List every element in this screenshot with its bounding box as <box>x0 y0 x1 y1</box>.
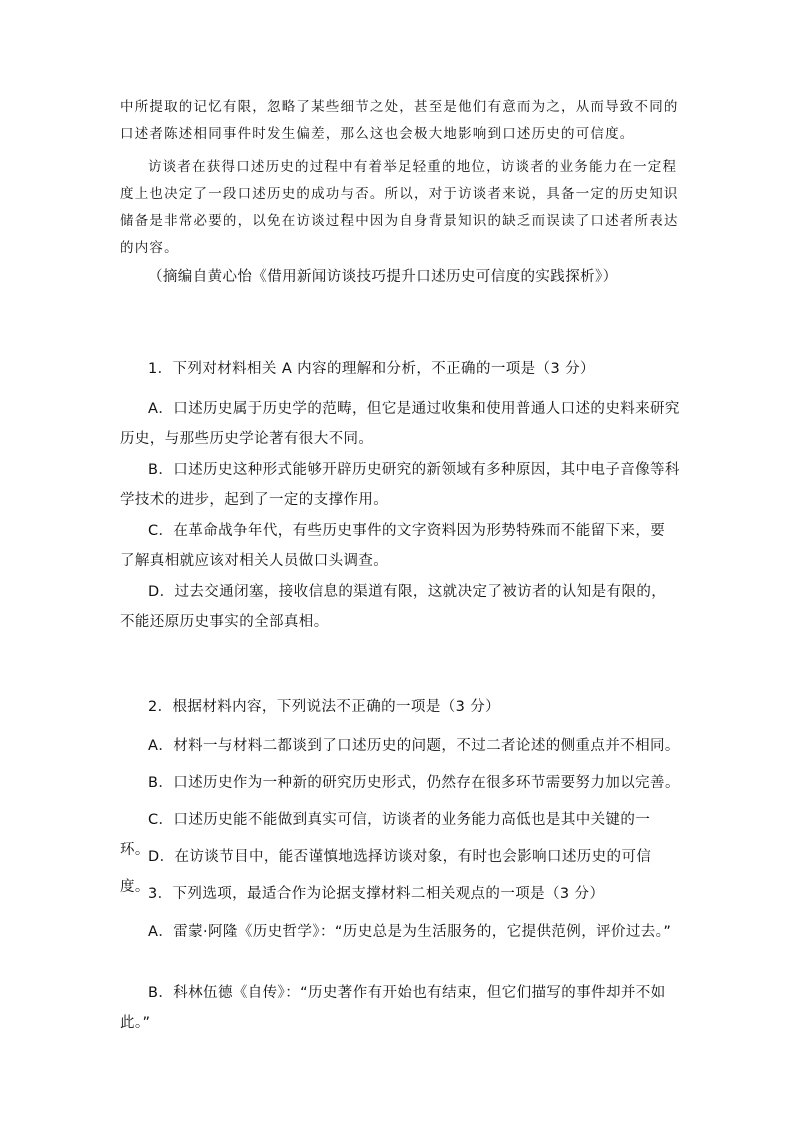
option-text: C．口述历史能不能做到真实可信，访谈者的业务能力高低也是其中关键的一环。 <box>120 812 651 858</box>
question-1-option-b <box>120 455 680 515</box>
option-text: D．在访谈节目中，能否谨慎地选择访谈对象，有时也会影响口述历史的可信度。 <box>120 849 652 895</box>
question-2-option-b <box>120 768 680 798</box>
question-3-option-a <box>120 917 680 947</box>
option-text: B．口述历史这种形式能够开辟历史研究的新领域有多种原因，其中电子音像等科学技术的进步，起到了一定的支撑作用。 <box>120 462 680 508</box>
option-text: A．雷蒙·阿隆《历史哲学》：“历史总是为生活服务的，它提供范例，评价过去。” <box>148 924 672 940</box>
option-text: D．过去交通闭塞，接收信息的渠道有限，这就决定了被访者的认知是有限的，不能还原历史事实的全部真相。 <box>120 584 667 630</box>
question-1-stem <box>120 354 680 384</box>
excerpt-paragraph-1 <box>120 94 680 148</box>
excerpt-source <box>120 262 680 292</box>
question-1-option-d <box>120 577 680 637</box>
excerpt-text-1: 中所提取的记忆有限，忽略了某些细节之处，甚至是他们有意而为之，从而导致不同的口述者陈述相同事件时发生偏差，那么这也会极大地影响到口述历史的可信度。 <box>120 99 679 142</box>
question-1-option-a <box>120 394 680 454</box>
question-2-option-a <box>120 731 680 761</box>
option-text: B．科林伍德《自传》：“历史著作有开始也有结束，但它们描写的事件却并不如此。” <box>120 985 666 1031</box>
excerpt-paragraph-2 <box>120 154 680 262</box>
question-text: 3．下列选项，最适合作为论据支撑材料二相关观点的一项是（3 分） <box>148 886 605 902</box>
option-text: B．口述历史作为一种新的研究历史形式，仍然存在很多环节需要努力加以完善。 <box>148 775 680 791</box>
source-citation: （摘编自黄心怡《借用新闻访谈技巧提升口述历史可信度的实践探析》） <box>148 269 618 285</box>
option-text: C．在革命战争年代，有些历史事件的文字资料因为形势特殊而不能留下来，要了解真相就应该对相关人员做口头调查。 <box>120 523 666 569</box>
question-2-stem <box>120 692 680 722</box>
question-3-option-b <box>120 978 680 1038</box>
question-text: 2．根据材料内容，下列说法不正确的一项是（3 分） <box>148 699 501 715</box>
question-text: 1．下列对材料相关 A 内容的理解和分析，不正确的一项是（3 分） <box>148 361 595 377</box>
option-text: A．材料一与材料二都谈到了口述历史的问题，不过二者论述的侧重点并不相同。 <box>148 738 680 754</box>
question-3-stem <box>120 879 680 909</box>
question-1-option-c <box>120 516 680 576</box>
option-text: A．口述历史属于历史学的范畴，但它是通过收集和使用普通人口述的史料来研究历史，与那些历史学论著有很大不同。 <box>120 401 680 447</box>
excerpt-text-2: 访谈者在获得口述历史的过程中有着举足轻重的地位，访谈者的业务能力在一定程度上也决定了一段口述历史的成功与否。所以，对于访谈者来说，具备一定的历史知识储备是非常必要的，以免在访谈过程中因为自身背景知识的缺乏而误读了口述者所表达的内容。 <box>120 159 679 256</box>
